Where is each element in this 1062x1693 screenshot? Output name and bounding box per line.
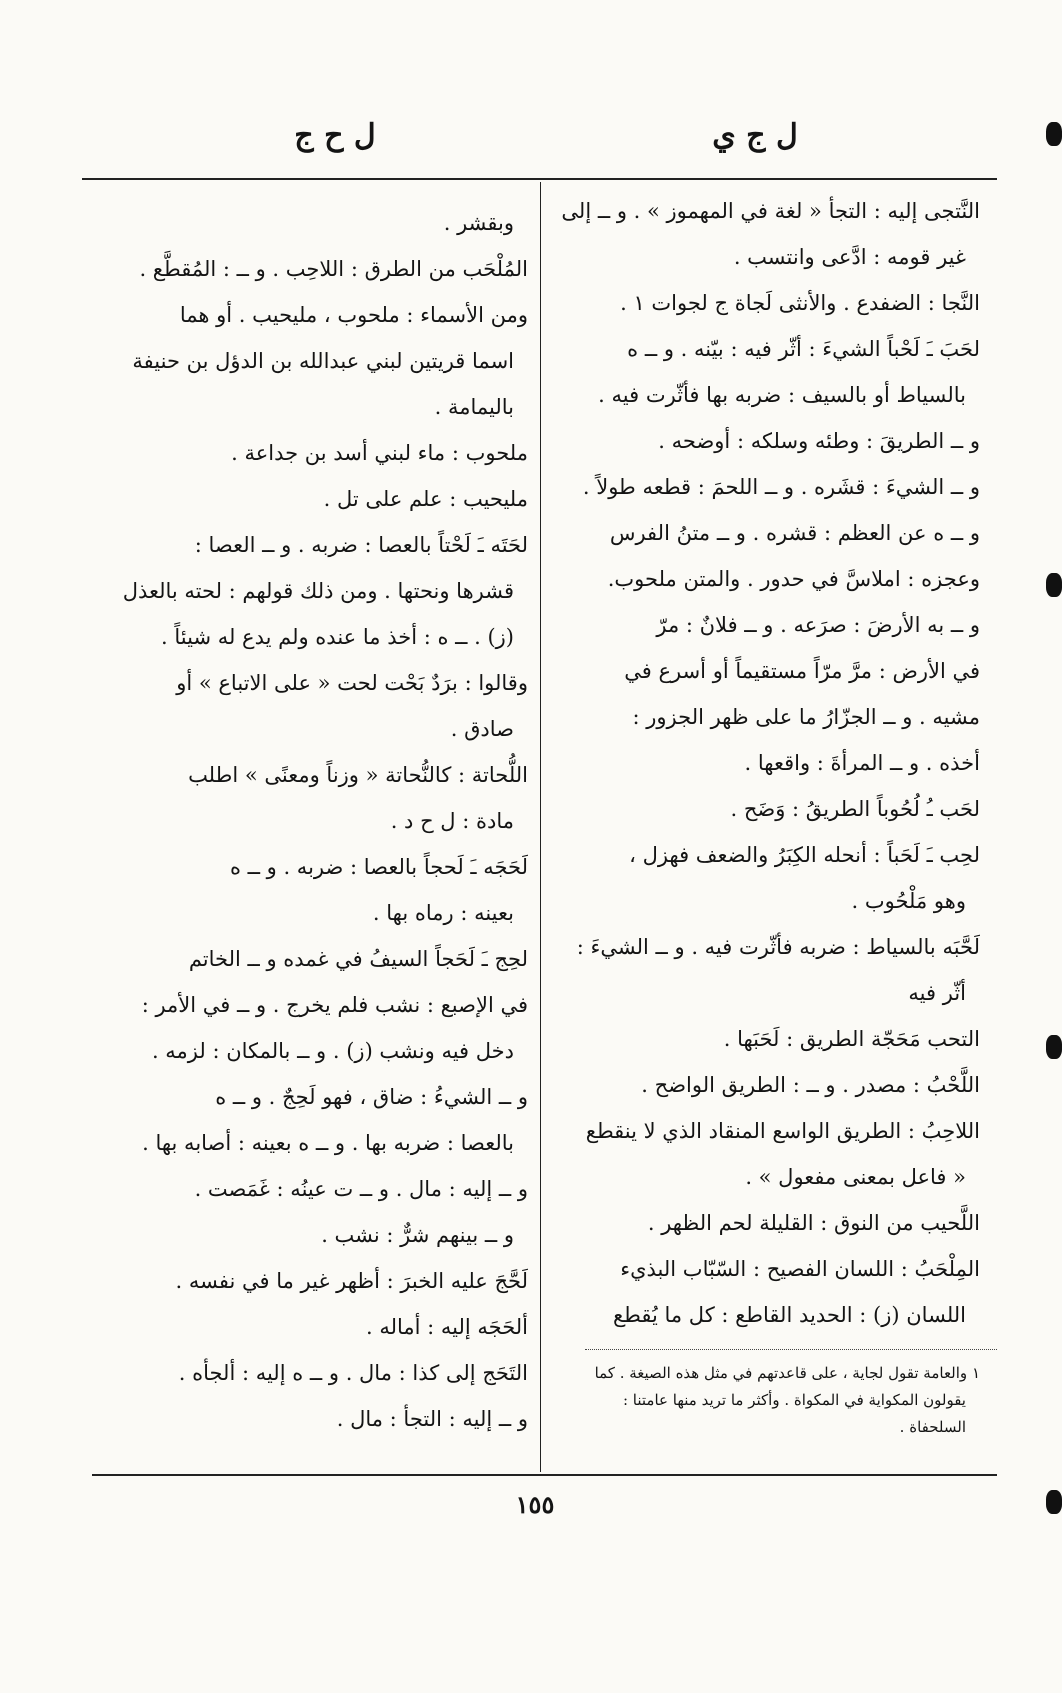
- text-line: و ــ ه عن العظم : قشره . و ــ متنُ الفرس: [609, 521, 980, 545]
- text-line: لَحَّجَ عليه الخبرَ : أظهر غير ما في نفسه .: [175, 1269, 528, 1293]
- text-line: السلحفاة .: [899, 1418, 966, 1436]
- text-line: بالعصا : ضربه بها . و ــ ه بعينه : أصابه بها .: [142, 1131, 514, 1155]
- text-line: مشيه . و ــ الجزّارُ ما على ظهر الجزور :: [632, 705, 980, 729]
- binding-mark: [1046, 122, 1062, 146]
- text-line: التحب مَحَجّة الطريق : لَحَبَها .: [723, 1027, 980, 1051]
- right-column: [550, 188, 980, 1338]
- binding-mark: [1046, 573, 1062, 597]
- text-line: أخذه . و ــ المرأةَ : واقعها .: [744, 751, 980, 775]
- text-line: المِلْحَبُ : اللسان الفصيح : السّبّاب البذيء: [620, 1257, 980, 1281]
- header-right-title: ل ج ي: [712, 118, 798, 153]
- text-line: وهو مَلْحُوب .: [851, 889, 966, 913]
- footnote: [550, 1360, 980, 1441]
- text-line: اللسان (ز) : الحديد القاطع : كل ما يُقطع: [612, 1303, 966, 1327]
- text-line: أثّر فيه: [908, 981, 966, 1005]
- header-rule: [82, 178, 997, 180]
- text-line: لَحَّبَه بالسياط : ضربه فأثّرت فيه . و ــ الشيءَ :: [576, 935, 980, 959]
- text-line: صادق .: [450, 717, 514, 741]
- text-line: لحَتَه ـَ لَحْتاً بالعصا : ضربه . و ــ العصا :: [194, 533, 528, 557]
- text-line: يقولون المكواية في المكواة . وأكثر ما تريد منها عامتنا :: [622, 1391, 966, 1409]
- text-line: « فاعل بمعنى مفعول » .: [745, 1165, 966, 1189]
- text-line: وقالوا : برَدٌ بَحْت لحت « على الاتباع » أو: [176, 671, 528, 695]
- binding-mark: [1046, 1490, 1062, 1514]
- text-line: ١ والعامة تقول لجاية ، على قاعدتهم في مثل هذه الصيغة . كما: [594, 1364, 980, 1382]
- footer-rule: [92, 1474, 997, 1476]
- text-line: و ــ به الأرضَ : صرَعه . و ــ فلانٌ : مرّ: [656, 613, 980, 637]
- text-line: اسما قريتين لبني عبدالله بن الدؤل بن حنيفة: [132, 349, 514, 373]
- text-line: النَّجا : الضفدع . والأنثى لَجاة ج لجوات ١ .: [620, 291, 980, 315]
- text-line: اللَّحيب من النوق : القليلة لحم الظهر .: [647, 1211, 980, 1235]
- text-line: دخل فيه ونشب (ز) . و ــ بالمكان : لزمه .: [151, 1039, 514, 1063]
- text-line: قشرها ونحتها . ومن ذلك قولهم : لحته بالعذل: [122, 579, 514, 603]
- text-line: لَحَجَه ـَ لَحجاً بالعصا : ضربه . و ــ ه: [229, 855, 528, 879]
- text-line: وبقشر .: [443, 211, 514, 235]
- text-line: اللُّحاتة : كالنُّحاتة « وزناً ومعنًى » اطلب: [188, 763, 528, 787]
- page-number: ١٥٥: [515, 1490, 555, 1519]
- footnote-separator: [585, 1349, 997, 1350]
- text-line: لحِج ـَ لَحَجاً السيفُ في غمده و ــ الخاتم: [188, 947, 528, 971]
- text-line: و ــ الشيءَ : قشَره . و ــ اللحمَ : قطعه طولاً .: [582, 475, 980, 499]
- text-line: (ز) . ــ ه : أخذ ما عنده ولم يدع له شيئاً .: [161, 625, 514, 649]
- text-line: لحِب ـَ لَحَباً : أنحله الكِبَرُ والضعف فهزل ،: [629, 843, 980, 867]
- text-line: ومن الأسماء : ملحوب ، مليحيب . أو هما: [179, 303, 528, 327]
- text-line: و ــ إليه : مال . و ــ ت عينُه : غَمَصت .: [194, 1177, 528, 1201]
- text-line: التَحَج إلى كذا : مال . و ــ ه إليه : ألجأه .: [178, 1361, 528, 1385]
- text-line: ألحَجَه إليه : أماله .: [365, 1315, 528, 1339]
- text-line: اللَّحْبُ : مصدر . و ــ : الطريق الواضح .: [641, 1073, 980, 1097]
- text-line: لحَبَ ـَ لَحْباً الشيءَ : أثّر فيه : بيّنه . و ــ ه: [627, 337, 980, 361]
- text-line: في الأرض : مرَّ مرّاً مستقيماً أو أسرع في: [624, 659, 980, 683]
- text-line: باليمامة .: [434, 395, 514, 419]
- text-line: لحَب ـُ لُحُوباً الطريقُ : وَضَح .: [730, 797, 980, 821]
- text-line: غير قومه : ادَّعى وانتسب .: [733, 245, 966, 269]
- text-line: مادة : ل ح د .: [390, 809, 514, 833]
- text-line: و ــ بينهم شرٌّ : نشب .: [321, 1223, 514, 1247]
- text-line: و ــ إليه : التجأ : مال .: [336, 1407, 528, 1431]
- text-line: وعجزه : املاسَّ في حدور . والمتن ملحوب.: [607, 567, 980, 591]
- text-line: بعينه : رماه بها .: [372, 901, 514, 925]
- left-column: [92, 200, 528, 1442]
- text-line: في الإصبع : نشب فلم يخرج . و ــ في الأمر :: [141, 993, 528, 1017]
- header-left-title: ل ح ج: [294, 118, 376, 153]
- column-divider: [540, 182, 541, 1472]
- text-line: بالسياط أو بالسيف : ضربه بها فأثّرت فيه .: [598, 383, 966, 407]
- text-line: و ــ الشيءُ : ضاق ، فهو لَحِجٌ . و ــ ه: [215, 1085, 528, 1109]
- text-line: مليحيب : علم على تل .: [323, 487, 528, 511]
- text-line: النَّتجى إليه : التجأ « لغة في المهموز » . و ــ إلى: [561, 199, 980, 223]
- text-line: المُلْحَب من الطرق : اللاحِب . و ــ : المُقطَّع .: [139, 257, 528, 281]
- binding-mark: [1046, 1035, 1062, 1059]
- text-line: اللاحِبُ : الطريق الواسع المنقاد الذي لا ينقطع: [585, 1119, 980, 1143]
- text-line: و ــ الطريقَ : وطئه وسلكه : أوضحه .: [658, 429, 980, 453]
- text-line: ملحوب : ماء لبني أسد بن جداعة .: [231, 441, 528, 465]
